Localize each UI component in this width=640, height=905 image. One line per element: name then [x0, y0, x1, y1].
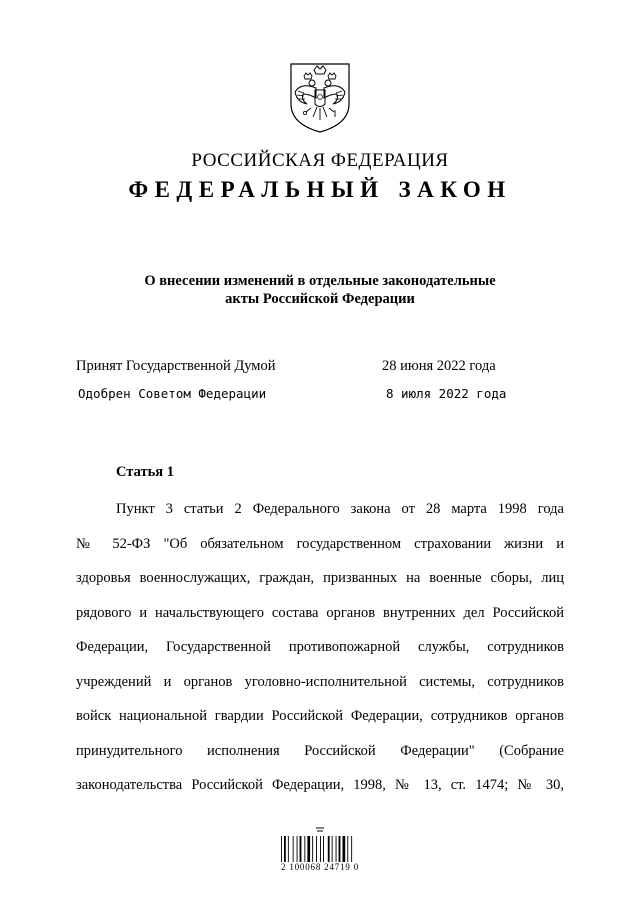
law-title-line2: акты Российской Федерации — [225, 291, 415, 307]
adoption-date: 28 июня 2022 года — [382, 358, 496, 374]
body-line: учреждений и органов уголовно-исполнительной системы, сотрудников — [76, 673, 564, 690]
barcode-number: 2 100068 24719 0 — [280, 862, 360, 872]
law-title-line1: О внесении изменений в отдельные законодательные — [144, 273, 496, 289]
body-line: принудительного исполнения Российской Федерации" (Собрание — [76, 742, 564, 759]
body-line: войск национальной гвардии Российской Федерации, сотрудников органов — [76, 708, 564, 724]
body-line: здоровья военнослужащих, граждан, призванных на военные сборы, лиц — [76, 570, 564, 586]
approval-label: Одобрен Советом Федерации — [78, 386, 267, 401]
body-line: рядового и начальствующего состава органов внутренних дел Российской — [76, 604, 564, 621]
body-line: № 52-ФЗ "Об обязательном государственном страховании жизни и — [76, 535, 564, 552]
body-line: Федерации, Государственной противопожарной службы, сотрудников — [76, 639, 564, 655]
document-type — [0, 177, 640, 203]
body-line: Пункт 3 статьи 2 Федерального закона от 28 марта 1998 года — [116, 501, 564, 517]
coat-of-arms-icon — [287, 60, 353, 134]
document-type-word2: ЗАКОН — [398, 177, 512, 202]
approval-date: 8 июля 2022 года — [386, 386, 507, 401]
article-body — [76, 498, 564, 809]
adoption-label: Принят Государственной Думой — [76, 358, 276, 374]
body-line: законодательства Российской Федерации, 1998, № 13, ст. 1474; № 30, — [76, 777, 564, 793]
law-title — [0, 272, 640, 308]
article-heading: Статья 1 — [116, 464, 174, 480]
country-name: РОССИЙСКАЯ ФЕДЕРАЦИЯ — [191, 150, 449, 171]
document-type-word1: ФЕДЕРАЛЬНЫЙ — [128, 177, 385, 202]
